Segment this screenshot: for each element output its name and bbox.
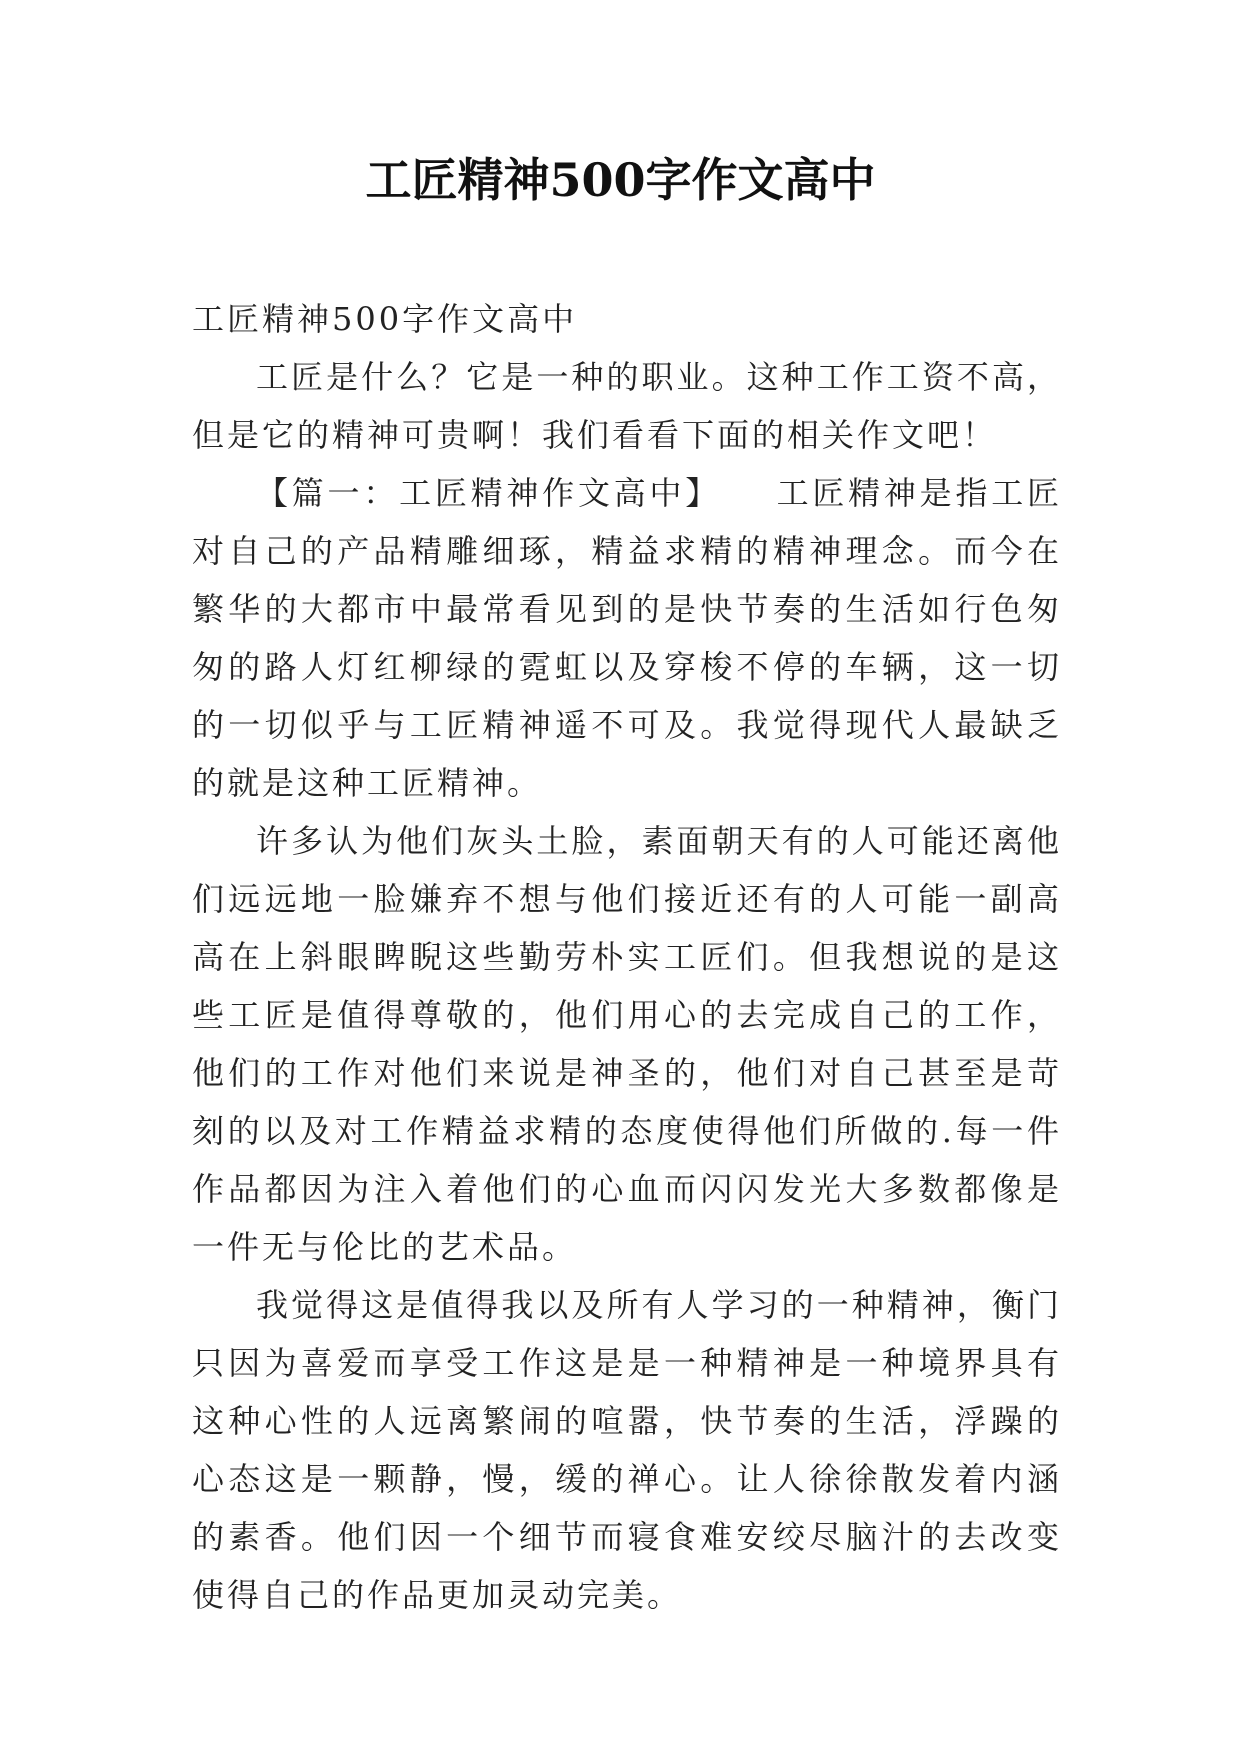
paragraph-intro: 工匠是什么？它是一种的职业。这种工作工资不高，但是它的精神可贵啊！我们看看下面的相关作文吧！ bbox=[192, 358, 1062, 454]
document-title: 工匠精神500字作文高中 bbox=[365, 153, 876, 207]
paragraph-spirit: 我觉得这是值得我以及所有人学习的一种精神，衡门只因为喜爱而享受工作这是是一种精神是一种境界具有这种心性的人远离繁闹的喧嚣，快节奏的生活，浮躁的心态这是一颗静，慢，缓的禅心。让人徐徐散发着内涵的素香。他们因一个细节而寝食难安绞尽脑汁的去改变使得自己的作品更加灵动完美。 bbox=[192, 1286, 1062, 1614]
document-body bbox=[192, 290, 1062, 1624]
paragraph-section-one: 【篇一：工匠精神作文高中】 工匠精神是指工匠对自己的产品精雕细琢，精益求精的精神理念。而今在繁华的大都市中最常看见到的是快节奏的生活如行色匆匆的路人灯红柳绿的霓虹以及穿梭不停的车辆，这一切的一切似乎与工匠精神遥不可及。我觉得现代人最缺乏的就是这种工匠精神。 bbox=[192, 474, 1062, 802]
paragraph-respect: 许多认为他们灰头土脸，素面朝天有的人可能还离他们远远地一脸嫌弃不想与他们接近还有的人可能一副高高在上斜眼睥睨这些勤劳朴实工匠们。但我想说的是这些工匠是值得尊敬的，他们用心的去完成自己的工作，他们的工作对他们来说是神圣的，他们对自己甚至是苛刻的以及对工作精益求精的态度使得他们所做的.每一件作品都因为注入着他们的心血而闪闪发光大多数都像是一件无与伦比的艺术品。 bbox=[192, 822, 1062, 1266]
document-subtitle: 工匠精神500字作文高中 bbox=[192, 300, 578, 338]
